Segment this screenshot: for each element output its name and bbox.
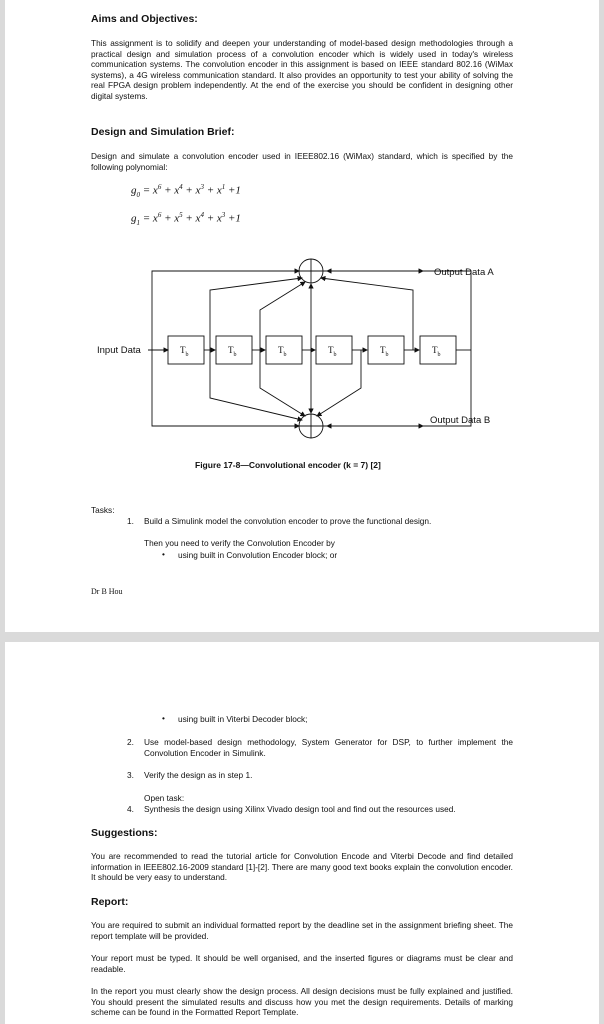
svg-text:Tb: $T_b$ — [380, 345, 389, 358]
document-page-2 — [5, 642, 599, 1024]
task-2-text: Use model-based design methodology, System Generator for DSP, to further implement the Convolution Encoder in Simulink. — [144, 737, 513, 758]
task-1-number: 1. — [127, 516, 134, 526]
tasks-label: Tasks: — [91, 505, 115, 515]
delay-box-6 — [420, 336, 456, 364]
suggestions-paragraph: You are recommended to read the tutorial article for Convolution Encode and Viterbi Decode and find detailed information in IEEE802.16-2009 standard [1]-[2]. There are many good text books explain the convolution encoder. It should be very easy to understand. — [91, 851, 513, 883]
aims-heading: Aims and Objectives: — [91, 13, 198, 25]
bullet-icon: • — [162, 713, 165, 723]
input-data-label: Input Data — [97, 345, 141, 356]
verify-text: Then you need to verify the Convolution Encoder by — [144, 538, 335, 548]
document-page-1 — [5, 0, 599, 632]
suggestions-heading: Suggestions: — [91, 827, 158, 839]
bullet-2-text: using built in Viterbi Decoder block; — [178, 714, 308, 724]
task-4-number: 4. — [127, 804, 134, 814]
svg-text:Tb: $T_b$ — [180, 345, 189, 358]
output-data-b-label: Output Data B — [430, 415, 491, 426]
polynomial-g0: $g_0 = x^6 + x^4 + x^3 + x^1 +1$ — [131, 183, 241, 199]
report-heading: Report: — [91, 896, 129, 908]
delay-box-4 — [316, 336, 352, 364]
open-task-label: Open task: — [144, 793, 185, 803]
delay-box-5 — [368, 336, 404, 364]
brief-heading: Design and Simulation Brief: — [91, 126, 235, 138]
footer-author: Dr B Hou — [91, 587, 123, 596]
aims-paragraph: This assignment is to solidify and deepen your understanding of model-based design methodologies through a practical design and simulation process of a convolution encoder which is widely used in today's wireless communication systems. The convolution encoder in this assignment is based on IEEE standard 802.16 (WiMax systems), a 4G wireless communication standard. It also provides an opportunity to test your ability of solving the real FPGA design problem independently. At the end of the exercise you should be confident in designing other digital systems. — [91, 38, 513, 101]
task-3-text: Verify the design as in step 1. — [144, 770, 253, 780]
output-data-a-label: Output Data A — [434, 267, 494, 278]
report-paragraph-2: Your report must be typed. It should be well organised, and the inserted figures or diagrams must be clear and readable. — [91, 953, 513, 974]
delay-box-1 — [168, 336, 204, 364]
delay-box-2 — [216, 336, 252, 364]
figure-caption: Figure 17-8—Convolutional encoder (k = 7) [2] — [195, 460, 381, 470]
brief-paragraph: Design and simulate a convolution encoder used in IEEE802.16 (WiMax) standard, which is specified by the following polynomial: — [91, 151, 513, 172]
task-4-text: Synthesis the design using Xilinx Vivado design tool and find out the resources used. — [144, 804, 456, 814]
convolutional-encoder-diagram — [5, 250, 599, 450]
svg-text:Tb: $T_b$ — [228, 345, 237, 358]
bullet-icon: • — [162, 549, 165, 559]
task-3-number: 3. — [127, 770, 134, 780]
bullet-1-text: using built in Convolution Encoder block; or — [178, 550, 338, 560]
svg-text:Tb: $T_b$ — [432, 345, 441, 358]
report-paragraph-3: In the report you must clearly show the design process. All design decisions must be fully explained and justified. You should present the simulated results and discuss how you met the design requirements. Details of marking scheme can be found in the Formatted Report Template. — [91, 986, 513, 1018]
delay-box-3 — [266, 336, 302, 364]
task-2-number: 2. — [127, 737, 134, 747]
svg-text:Tb: $T_b$ — [328, 345, 337, 358]
svg-text:Tb: $T_b$ — [278, 345, 287, 358]
task-1-text: Build a Simulink model the convolution encoder to prove the functional design. — [144, 516, 432, 526]
report-paragraph-1: You are required to submit an individual formatted report by the deadline set in the assignment briefing sheet. The report template will be provided. — [91, 920, 513, 941]
polynomial-g1: $g_1 = x^6 + x^5 + x^4 + x^3 +1$ — [131, 211, 241, 227]
